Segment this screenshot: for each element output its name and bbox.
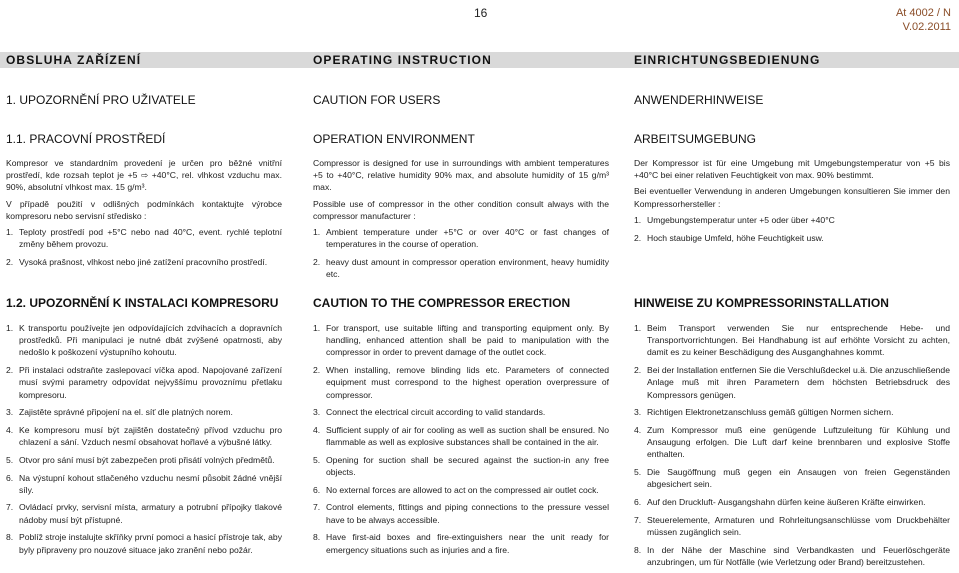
section12-body-en — [313, 322, 609, 561]
list-number: 5. — [6, 454, 14, 465]
section12-heading-en: CAUTION TO THE COMPRESSOR ERECTION — [313, 296, 571, 310]
list-number: 6. — [6, 472, 14, 483]
list-number: 1. — [313, 323, 321, 333]
list-number: 2. — [313, 256, 321, 267]
list-text: Beim Transport verwenden Sie nur entsprechende Hebe- und Transportvorrichtungen. Bei Handhabung ist auf erhöhte Vorsicht zu achten, damit es zu keiner Beschädigung des Ausganghahnes kommt. — [647, 323, 950, 358]
list-number: 7. — [634, 514, 642, 525]
list-number: 1. — [6, 227, 14, 238]
list-number: 1. — [313, 227, 321, 238]
list-text: K transportu používejte jen odpovídajících zdvihacích a dopravních prostředků. Při manipulaci je nutné dbát zvýšené opatrnosti, aby nedošlo k poškození výstupního kohoutu. — [19, 323, 282, 358]
paragraph: Compressor is designed for use in surroundings with ambient temperatures +5 to +40°C, relative humidity 90% max, and absolute humidity of 15 g/m³ max. — [313, 158, 609, 193]
list-item — [634, 496, 950, 508]
title-cz: OBSLUHA ZAŘÍZENÍ — [6, 53, 142, 67]
list-item — [313, 501, 609, 525]
document-version: V.02.2011 — [902, 21, 951, 33]
list-text: Die Saugöffnung muß gegen ein Ansaugen von freien Gegenständen abgesichert sein. — [647, 467, 950, 490]
list-text: Teploty prostředí pod +5°C nebo nad 40°C, event. rychlé teplotní změny během provozu. — [19, 227, 282, 250]
list-text: Connect the electrical circuit according to valid standards. — [326, 407, 546, 418]
list-text: In der Nähe der Maschine sind Verbandkasten und Feuerlöschgeräte anzubringen, um für Notfälle (wie Verletzung oder Brand) bereitzustehen. — [647, 544, 950, 567]
list-text: Sufficient supply of air for cooling as well as suction shall be ensured. No flammable as well as explosive substances shall be contained in the air. — [326, 424, 609, 448]
list-item — [6, 226, 282, 250]
list-number: 5. — [634, 467, 642, 478]
section12-heading-cz: 1.2. UPOZORNĚNÍ K INSTALACI KOMPRESORU — [6, 296, 279, 310]
page-number: 16 — [474, 6, 488, 20]
section1-heading-cz: 1. UPOZORNĚNÍ PRO UŽIVATELE — [6, 93, 196, 107]
list-number: 6. — [313, 484, 321, 495]
list-item — [313, 256, 609, 280]
paragraph: Possible use of compressor in the other condition consult always with the compressor manufacturer : — [313, 198, 609, 221]
title-de: EINRICHTUNGSBEDIENUNG — [634, 53, 821, 67]
paragraph: V případě použití v odlišných podmínkách kontaktujte výrobce kompresoru nebo servisní středisko : — [6, 198, 282, 221]
list-number: 4. — [313, 424, 321, 435]
section12-heading-de: HINWEISE ZU KOMPRESSORINSTALLATION — [634, 296, 889, 310]
list-text: Poblíž stroje instalujte skříňky první pomoci a hasicí přístroje tak, aby byly připraveny pro nouzové situace jako zranění nebo požár. — [19, 532, 282, 555]
list-item — [634, 232, 950, 244]
list-text: Při instalaci odstraňte zaslepovací víčka apod. Napojované zařízení musí svými parametry odpovídat nejvyššímu provoznímu přetlaku kompresoru. — [19, 365, 282, 400]
list-text: Bei der Installation entfernen Sie die Verschlußdeckel u.ä. Die anzuschließende Anlage muß mit ihren Parametern dem höchsten Betriebsdruck des Kompressors genügen. — [647, 365, 950, 400]
list-item — [6, 424, 282, 448]
title-en: OPERATING INSTRUCTION — [313, 53, 492, 67]
paragraph: Der Kompressor ist für eine Umgebung mit Umgebungstemperatur von +5 bis +40°C bei einer relativen Feuchtigkeit von max. 90% bestimmt. — [634, 158, 950, 181]
list-item — [6, 322, 282, 359]
list — [634, 214, 950, 244]
list-text: Ke kompresoru musí být zajištěn dostatečný přívod vzduchu pro chlazení a sání. Vzduch nesmí obsahovat hořlavé a výbušné látky. — [19, 424, 282, 448]
list-text: heavy dust amount in compressor operation environment, heavy humidity etc. — [326, 256, 609, 280]
list-number: 1. — [6, 323, 14, 333]
list-number: 3. — [634, 407, 642, 418]
list-item — [313, 406, 609, 418]
list — [634, 322, 950, 568]
list-item — [313, 424, 609, 448]
list-item — [634, 214, 950, 226]
list-text: Control elements, fittings and piping connections to the pressure vessel have to be always accessible. — [326, 502, 609, 525]
list-item — [6, 454, 282, 466]
title-bar — [0, 52, 959, 68]
section11-heading-en: OPERATION ENVIRONMENT — [313, 132, 475, 146]
list-text: Ovládací prvky, servisní místa, armatury a potrubní přípojky tlakové nádoby musí být přístupné. — [19, 502, 282, 525]
list-text: For transport, use suitable lifting and transporting equipment only. By handling, enhanced attention shall be paid to manipulation with the compressor in order to prevent damage of the outlet cock. — [326, 323, 609, 358]
list-text: Steuerelemente, Armaturen und Rohrleitungsanschlüsse vom Druckbehälter müssen zugänglich sein. — [647, 514, 950, 537]
list-number: 1. — [634, 323, 642, 333]
paragraph: Bei eventueller Verwendung in anderen Umgebungen konsultieren Sie immer den Kompressorhersteller : — [634, 186, 950, 209]
section12-body-de — [634, 322, 950, 573]
list-number: 6. — [634, 496, 642, 507]
list-item — [313, 364, 609, 401]
list-text: Ambient temperature under +5°C or over 40°C or fast changes of temperatures in the course of operation. — [326, 227, 609, 250]
list-number: 8. — [634, 544, 642, 555]
list-item — [6, 406, 282, 418]
list — [313, 226, 609, 280]
list — [6, 322, 282, 556]
list-item — [6, 364, 282, 401]
list-text: Have first-aid boxes and fire-extinguishers near the unit ready for emergency situations such as injuries and a fire. — [326, 532, 609, 555]
list-text: Hoch staubige Umfeld, höhe Feuchtigkeit usw. — [647, 232, 824, 243]
list-item — [313, 226, 609, 250]
list-text: Auf den Druckluft- Ausgangshahn dürfen keine äußeren Kräfte einwirken. — [647, 496, 926, 507]
section11-heading-cz: 1.1. PRACOVNÍ PROSTŘEDÍ — [6, 132, 166, 146]
list-item — [6, 472, 282, 496]
list-item — [634, 514, 950, 538]
section12-body-cz — [6, 322, 282, 561]
list-number: 3. — [6, 407, 14, 418]
list-item — [313, 531, 609, 555]
list-number: 4. — [634, 424, 642, 435]
list-number: 2. — [634, 232, 642, 243]
list-item — [6, 531, 282, 555]
list-number: 1. — [634, 214, 642, 225]
list-text: No external forces are allowed to act on the compressed air outlet cock. — [326, 484, 599, 495]
list-number: 2. — [6, 256, 14, 267]
list-item — [313, 322, 609, 359]
list-item — [634, 364, 950, 401]
list-item — [634, 466, 950, 490]
list-text: When installing, remove blinding lids etc. Parameters of connected equipment must correspond to the highest operation overpressure of compressor. — [326, 365, 609, 400]
list-text: Opening for suction shall be secured against the suction-in any free objects. — [326, 454, 609, 478]
section1-heading-en: CAUTION FOR USERS — [313, 93, 441, 107]
list-item — [634, 544, 950, 568]
list-text: Na výstupní kohout stlačeného vzduchu nesmí působit žádné vnější síly. — [19, 472, 282, 495]
list — [6, 226, 282, 268]
section11-body-en — [313, 157, 609, 286]
section11-body-cz — [6, 157, 282, 274]
paragraph: Kompresor ve standardním provedení je určen pro běžné vnitřní prostředí, kde rozsah teplot je +5 ⇨ +40°C, rel. vlhkost vzduchu max. 90%, absolutní vlhkost max. 15 g/m³. — [6, 158, 282, 193]
section1-heading-de: ANWENDERHINWEISE — [634, 93, 764, 107]
list-text: Zum Kompressor muß eine genügende Luftzuleitung für Kühlung und Ansaugung erfolgen. Die Luft darf keine brennbaren und explosive Stoffe enthalten. — [647, 424, 950, 460]
list-text: Richtigen Elektronetzanschluss gemäß gültigen Normen sichern. — [647, 407, 894, 418]
section11-heading-de: ARBEITSUMGEBUNG — [634, 132, 757, 146]
list-number: 8. — [313, 532, 321, 543]
list-text: Zajistěte správné připojení na el. síť dle platných norem. — [19, 407, 233, 418]
list-number: 2. — [313, 365, 321, 376]
list-item — [313, 484, 609, 496]
list-text: Otvor pro sání musí být zabezpečen proti přisátí volných předmětů. — [19, 454, 275, 465]
list-text: Umgebungstemperatur unter +5 oder über +40°C — [647, 214, 835, 225]
list-number: 2. — [6, 365, 14, 376]
list-item — [634, 406, 950, 418]
document-id — [896, 6, 951, 34]
list — [313, 322, 609, 556]
list-number: 2. — [634, 365, 642, 376]
section11-body-de — [634, 157, 950, 249]
list-number: 8. — [6, 532, 14, 543]
list-number: 3. — [313, 407, 321, 418]
list-item — [6, 256, 282, 268]
list-number: 7. — [6, 502, 14, 513]
list-number: 7. — [313, 502, 321, 513]
list-item — [313, 454, 609, 478]
list-item — [634, 322, 950, 359]
list-text: Vysoká prašnost, vlhkost nebo jiné zatížení pracovního prostředí. — [19, 256, 268, 267]
list-item — [6, 501, 282, 525]
document-code: At 4002 / N — [895, 7, 951, 19]
list-number: 5. — [313, 454, 321, 465]
list-item — [634, 424, 950, 461]
list-number: 4. — [6, 424, 14, 435]
